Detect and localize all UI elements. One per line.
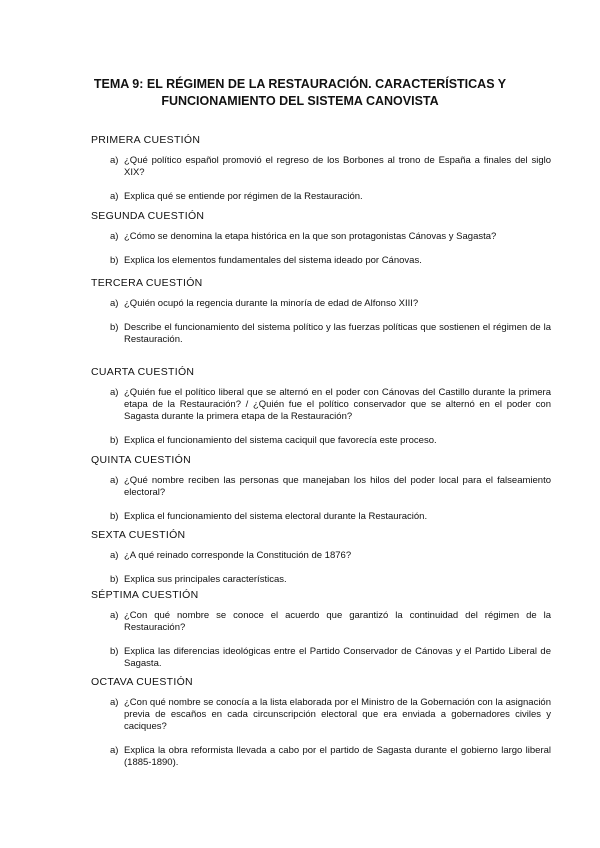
question-text: Explica el funcionamiento del sistema caciquil que favorecía este proceso.: [124, 435, 437, 446]
question-item: [91, 550, 551, 562]
question-label: a): [110, 191, 119, 202]
section-heading: SÉPTIMA CUESTIÓN: [91, 589, 199, 601]
question-text: ¿Con qué nombre se conoce el acuerdo que garantizó la continuidad del régimen de la Restauración?: [124, 610, 551, 633]
question-item: [91, 435, 551, 447]
question-text: Explica qué se entiende por régimen de la Restauración.: [124, 191, 363, 202]
question-label: a): [110, 298, 119, 309]
question-text: ¿Qué político español promovió el regreso de los Borbones al trono de España a finales del siglo XIX?: [124, 155, 551, 178]
section-heading: TERCERA CUESTIÓN: [91, 277, 203, 289]
question-label: a): [110, 745, 119, 756]
question-text: ¿A qué reinado corresponde la Constitución de 1876?: [124, 550, 352, 561]
document-title: [60, 76, 540, 110]
section-heading: QUINTA CUESTIÓN: [91, 454, 191, 466]
title-line-1: TEMA 9: EL RÉGIMEN DE LA RESTAURACIÓN. CARACTERÍSTICAS Y: [93, 77, 507, 91]
question-item: [91, 646, 551, 670]
section-heading: OCTAVA CUESTIÓN: [91, 676, 193, 688]
section-heading: SEGUNDA CUESTIÓN: [91, 210, 205, 222]
question-label: a): [110, 475, 119, 486]
question-label: a): [110, 610, 119, 621]
question-label: b): [110, 322, 119, 333]
question-item: [91, 191, 551, 203]
question-text: Explica el funcionamiento del sistema electoral durante la Restauración.: [124, 511, 428, 522]
question-text: ¿Cómo se denomina la etapa histórica en la que son protagonistas Cánovas y Sagasta?: [124, 231, 497, 242]
section-sexta: [91, 529, 551, 598]
question-item: [91, 322, 551, 346]
section-cuarta: [91, 366, 551, 459]
question-label: b): [110, 646, 119, 657]
question-label: a): [110, 387, 119, 398]
question-label: b): [110, 435, 119, 446]
question-item: [91, 697, 551, 733]
question-text: Describe el funcionamiento del sistema político y las fuerzas políticas que sostienen el régimen de la Restauración.: [124, 322, 551, 345]
question-item: [91, 610, 551, 634]
question-text: Explica la obra reformista llevada a cabo por el partido de Sagasta durante el gobierno largo liberal (1885-1890).: [124, 745, 551, 768]
question-label: b): [110, 255, 119, 266]
question-text: Explica las diferencias ideológicas entre el Partido Conservador de Cánovas y el Partido Liberal de Sagasta.: [124, 646, 551, 669]
question-label: a): [110, 697, 119, 708]
question-item: [91, 574, 551, 586]
question-item: [91, 511, 551, 523]
title-line-2: FUNCIONAMIENTO DEL SISTEMA CANOVISTA: [161, 94, 439, 108]
question-item: [91, 745, 551, 769]
question-label: a): [110, 550, 119, 561]
question-text: Explica sus principales características.: [124, 574, 287, 585]
question-item: [91, 255, 551, 267]
question-text: ¿Qué nombre reciben las personas que manejaban los hilos del poder local para el falseamiento electoral?: [124, 475, 551, 498]
question-label: a): [110, 231, 119, 242]
section-tercera: [91, 277, 551, 358]
section-primera: [91, 134, 551, 215]
question-text: ¿Quién fue el político liberal que se alternó en el poder con Cánovas del Castillo durante la primera etapa de la Restauración? / ¿Quién fue el político conservador que se alternó en el poder con Sagasta durante la primera etapa de la Restauración?: [124, 387, 551, 422]
question-label: b): [110, 574, 119, 585]
section-heading: SEXTA CUESTIÓN: [91, 529, 186, 541]
question-text: Explica los elementos fundamentales del sistema ideado por Cánovas.: [124, 255, 422, 266]
section-segunda: [91, 210, 551, 279]
question-item: [91, 387, 551, 423]
section-heading: PRIMERA CUESTIÓN: [91, 134, 201, 146]
question-item: [91, 155, 551, 179]
section-heading: CUARTA CUESTIÓN: [91, 366, 195, 378]
question-item: [91, 475, 551, 499]
question-item: [91, 298, 551, 310]
question-label: b): [110, 511, 119, 522]
section-septima: [91, 589, 551, 682]
question-text: ¿Con qué nombre se conocía a la lista elaborada por el Ministro de la Gobernación con la asignación previa de escaños en cada circunscripción electoral que era enviada a gobernadores civiles y caciques?: [124, 697, 551, 732]
section-octava: [91, 676, 551, 781]
question-text: ¿Quién ocupó la regencia durante la minoría de edad de Alfonso XIII?: [124, 298, 419, 309]
section-quinta: [91, 454, 551, 535]
question-label: a): [110, 155, 119, 166]
question-item: [91, 231, 551, 243]
